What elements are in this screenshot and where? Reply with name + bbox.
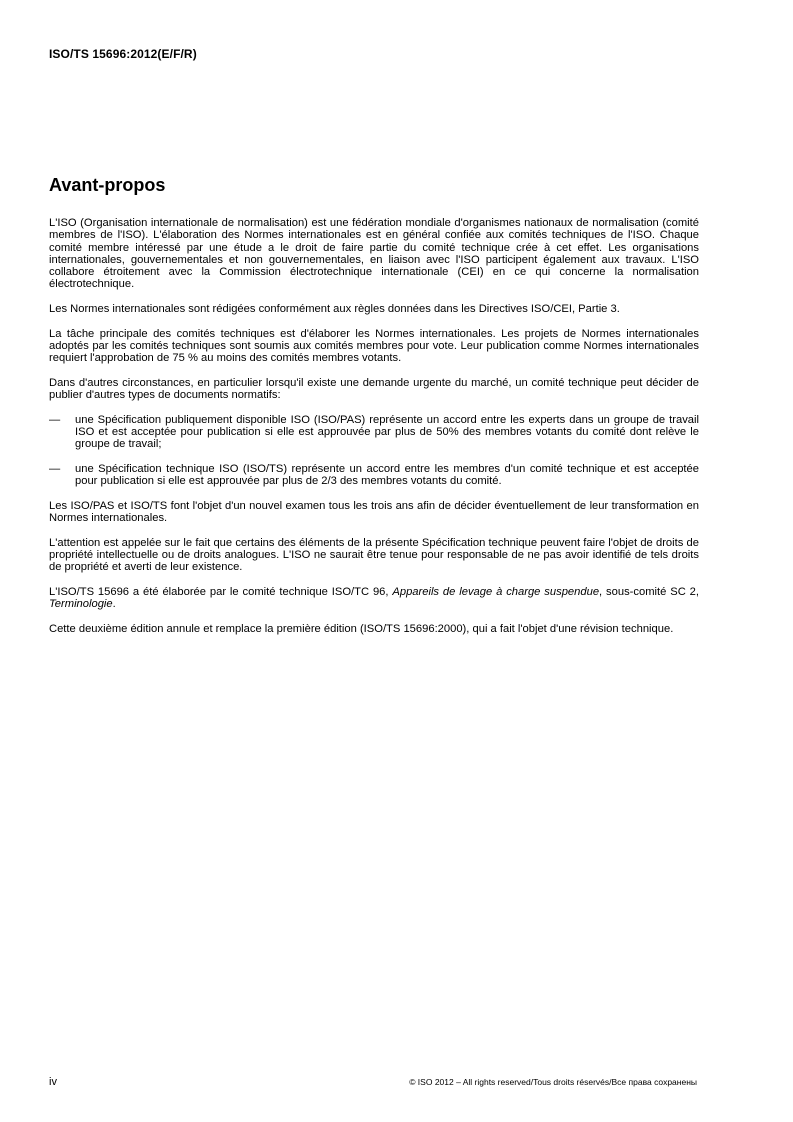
paragraph-patent-rights: L'attention est appelée sur le fait que certains des éléments de la présente Spécification technique peuvent faire l'objet de droits de propriété intellectuelle ou de droits analogues. L'ISO ne saurait être tenue pour responsable de ne pas avoir identifié de tels droits de propriété et averti de leur existence. (49, 536, 699, 574)
document-body (49, 217, 699, 647)
list-item-text: une Spécification technique ISO (ISO/TS) représente un accord entre les membres d'un comité technique et est acceptée pour publication si elle est approuvée par plus de 2/3 des membres votants du comité. (75, 462, 699, 488)
paragraph-committee (49, 586, 699, 611)
copyright-notice: © ISO 2012 – All rights reserved/Tous droits réservés/Все права сохранены (409, 1077, 697, 1087)
document-code: ISO/TS 15696:2012(E/F/R) (49, 47, 197, 61)
page-number: iv (49, 1076, 57, 1088)
committee-text-part1: L'ISO/TS 15696 a été élaborée par le comité technique ISO/TC 96, (49, 585, 393, 598)
em-dash-bullet: — (49, 462, 61, 475)
paragraph-review: Les ISO/PAS et ISO/TS font l'objet d'un nouvel examen tous les trois ans afin de décider éventuellement de leur transformation en Normes internationales. (49, 499, 699, 525)
paragraph-other-circumstances: Dans d'autres circonstances, en particulier lorsqu'il existe une demande urgente du marché, un comité technique peut décider de publier d'autres types de documents normatifs: (49, 376, 699, 402)
committee-text-part3: . (112, 598, 116, 611)
committee-text-part2: , sous-comité SC 2, (599, 585, 699, 598)
list-item-iso-ts (49, 463, 699, 488)
paragraph-directives: Les Normes internationales sont rédigées conformément aux règles données dans les Directives ISO/CEI, Partie 3. (49, 303, 620, 316)
subcommittee-title: Terminologie (49, 598, 113, 611)
em-dash-bullet: — (49, 413, 61, 426)
paragraph-iso-organisation: L'ISO (Organisation internationale de normalisation) est une fédération mondiale d'organismes nationaux de normalisation (comité membres de l'ISO). L'élaboration des Normes internationales est en général confiée aux comités techniques de l'ISO. Chaque comité membre intéressé par une étude a le droit de faire partie du comité technique crée à cet effet. Les organisations internationales, gouvernementales et non gouvernementales, en liaison avec l'ISO participent également aux travaux. L'ISO collabore étroitement avec la Commission électrotechnique internationale (CEI) en ce qui concerne la normalisation électrotechnique. (49, 217, 699, 291)
page-title: Avant-propos (49, 175, 166, 195)
paragraph-main-task: La tâche principale des comités techniques est d'élaborer les Normes internationales. Les projets de Normes internationales adoptés par les comités techniques sont soumis aux comités membres pour vote. Leur publication comme Normes internationales requiert l'approbation de 75 % au moins des comités membres votants. (49, 327, 699, 365)
list-item-text: une Spécification publiquement disponible ISO (ISO/PAS) représente un accord entre les experts dans un groupe de travail ISO et est acceptée pour publication si elle est approuvée par plus de 50% des membres votants du comité dont relève le groupe de travail; (75, 413, 699, 451)
list-item-iso-pas (49, 414, 699, 451)
paragraph-edition: Cette deuxième édition annule et remplace la première édition (ISO/TS 15696:2000), qui a fait l'objet d'une révision technique. (49, 622, 674, 635)
committee-title: Appareils de levage à charge suspendue (392, 585, 600, 598)
